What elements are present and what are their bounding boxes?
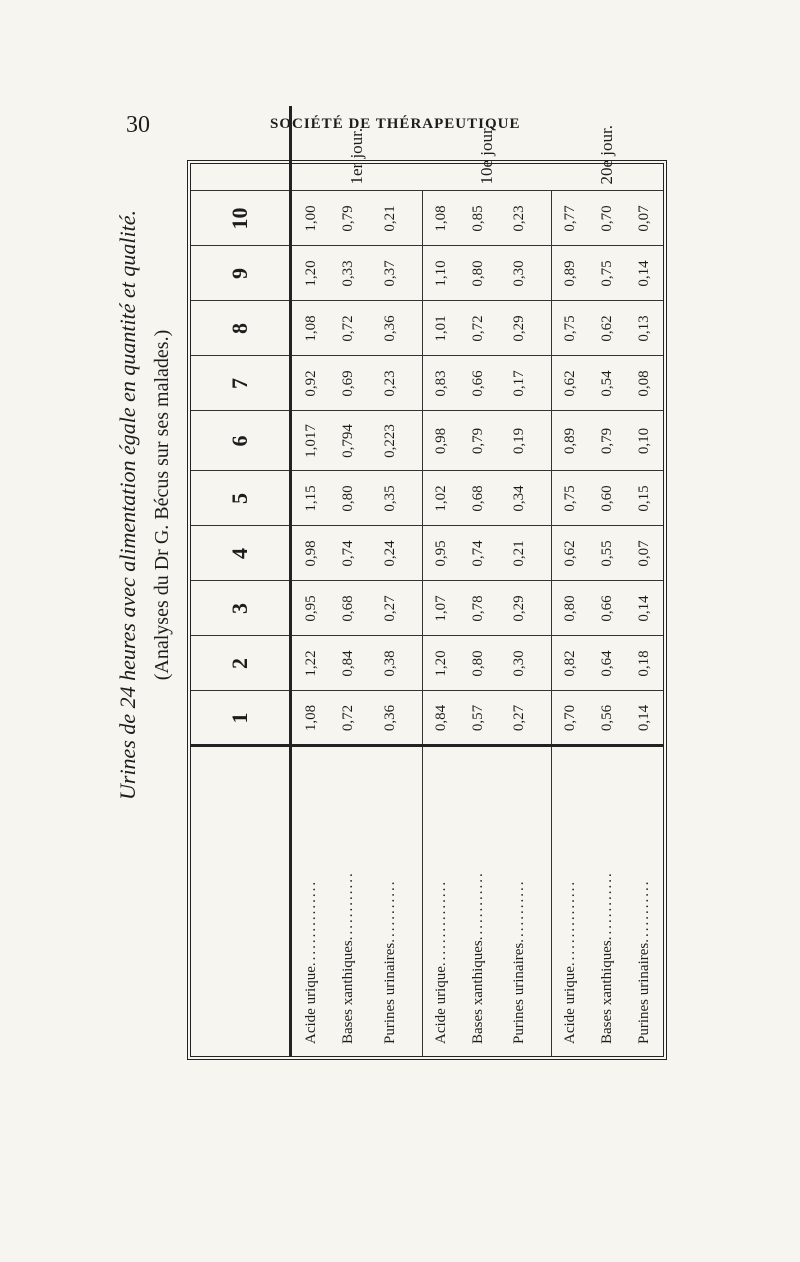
table-cell: 0,92 bbox=[291, 356, 331, 411]
table-cell: 0,30 bbox=[497, 246, 552, 301]
table-row bbox=[626, 106, 663, 1056]
table-row bbox=[367, 106, 422, 1056]
table-cell: 0,79 bbox=[460, 411, 497, 471]
table-cell: 0,80 bbox=[460, 246, 497, 301]
table-cell: 0,30 bbox=[497, 636, 552, 691]
table-cell: 0,38 bbox=[367, 636, 422, 691]
column-header: 5 bbox=[191, 471, 291, 526]
table-cell: 0,70 bbox=[552, 691, 590, 746]
table-cell: 0,78 bbox=[460, 581, 497, 636]
table-cell: 1,08 bbox=[291, 301, 331, 356]
table-cell: 0,35 bbox=[367, 471, 422, 526]
table-cell: 0,794 bbox=[330, 411, 367, 471]
data-table-frame bbox=[187, 125, 667, 1060]
table-cell: 0,82 bbox=[552, 636, 590, 691]
table-cell: 0,27 bbox=[497, 691, 552, 746]
table-body bbox=[291, 106, 664, 1056]
leader-dots: ........... bbox=[636, 879, 653, 943]
table-cell: 0,07 bbox=[626, 191, 663, 246]
title-line-1: Urines de 24 heures avec alimentation égale en quantité et qualité. bbox=[115, 210, 140, 800]
row-label bbox=[367, 746, 422, 1056]
table-cell: 1,15 bbox=[291, 471, 331, 526]
table-row bbox=[590, 106, 627, 1056]
table-cell: 0,74 bbox=[330, 526, 367, 581]
column-header: 7 bbox=[191, 356, 291, 411]
leader-dots: ............ bbox=[340, 871, 357, 941]
row-label bbox=[422, 746, 460, 1056]
table-cell: 0,55 bbox=[590, 526, 627, 581]
table-cell: 0,75 bbox=[552, 301, 590, 356]
leader-dots: ............ bbox=[469, 871, 486, 941]
leader-dots: ............... bbox=[562, 879, 579, 967]
table-cell: 0,69 bbox=[330, 356, 367, 411]
table-cell: 0,21 bbox=[497, 526, 552, 581]
table-cell: 1,08 bbox=[422, 191, 460, 246]
table-row bbox=[460, 106, 497, 1056]
table-cell: 0,18 bbox=[626, 636, 663, 691]
row-label-text: Acide urique bbox=[302, 966, 319, 1044]
table-cell: 1,20 bbox=[422, 636, 460, 691]
table-cell: 0,66 bbox=[590, 581, 627, 636]
table-row bbox=[497, 106, 552, 1056]
table-cell: 0,23 bbox=[497, 191, 552, 246]
table-cell: 0,56 bbox=[590, 691, 627, 746]
table-cell: 0,27 bbox=[367, 581, 422, 636]
table-cell: 0,64 bbox=[590, 636, 627, 691]
table-cell: 0,70 bbox=[590, 191, 627, 246]
column-header: 1 bbox=[191, 691, 291, 746]
leader-dots: ............... bbox=[432, 879, 449, 967]
column-header-row bbox=[191, 106, 291, 1056]
column-header: 8 bbox=[191, 301, 291, 356]
table-row bbox=[422, 106, 460, 1056]
row-label bbox=[552, 746, 590, 1056]
table-cell: 0,54 bbox=[590, 356, 627, 411]
table-cell: 0,17 bbox=[497, 356, 552, 411]
table-cell: 0,21 bbox=[367, 191, 422, 246]
row-label bbox=[626, 746, 663, 1056]
table-cell: 1,02 bbox=[422, 471, 460, 526]
table-cell: 0,29 bbox=[497, 581, 552, 636]
table-row bbox=[291, 106, 331, 1056]
row-label bbox=[497, 746, 552, 1056]
table-cell: 0,62 bbox=[552, 356, 590, 411]
table-cell: 0,19 bbox=[497, 411, 552, 471]
table-cell: 0,98 bbox=[291, 526, 331, 581]
table-cell: 0,79 bbox=[330, 191, 367, 246]
table-cell: 0,14 bbox=[626, 581, 663, 636]
table-cell: 1,20 bbox=[291, 246, 331, 301]
row-label-text: Purines urinaires bbox=[511, 942, 528, 1044]
table-cell: 1,08 bbox=[291, 691, 331, 746]
table-cell: 0,07 bbox=[626, 526, 663, 581]
running-title: SOCIÉTÉ DE THÉRAPEUTIQUE bbox=[270, 116, 521, 132]
column-header: 2 bbox=[191, 636, 291, 691]
table-row bbox=[552, 106, 590, 1056]
table-cell: 1,017 bbox=[291, 411, 331, 471]
table-cell: 0,74 bbox=[460, 526, 497, 581]
day-column-header bbox=[191, 106, 291, 191]
table-cell: 0,14 bbox=[626, 246, 663, 301]
table-cell: 0,223 bbox=[367, 411, 422, 471]
table-cell: 0,68 bbox=[460, 471, 497, 526]
row-label-text: Purines urinaires bbox=[381, 942, 398, 1044]
table-cell: 0,85 bbox=[460, 191, 497, 246]
day-label: 10e jour. bbox=[422, 106, 552, 191]
table-cell: 0,15 bbox=[626, 471, 663, 526]
table-cell: 0,72 bbox=[460, 301, 497, 356]
leader-dots: ............... bbox=[302, 879, 319, 967]
table-title bbox=[110, 105, 178, 905]
table-cell: 0,72 bbox=[330, 691, 367, 746]
table-cell: 0,84 bbox=[422, 691, 460, 746]
table-cell: 1,22 bbox=[291, 636, 331, 691]
table-cell: 0,80 bbox=[330, 471, 367, 526]
table-cell: 0,66 bbox=[460, 356, 497, 411]
table-cell: 0,23 bbox=[367, 356, 422, 411]
label-column-header bbox=[191, 746, 291, 1056]
table-cell: 0,75 bbox=[552, 471, 590, 526]
table-cell: 0,37 bbox=[367, 246, 422, 301]
row-label bbox=[330, 746, 367, 1056]
page-number: 30 bbox=[126, 112, 150, 138]
table-cell: 0,95 bbox=[422, 526, 460, 581]
leader-dots: ............ bbox=[599, 871, 616, 941]
table-cell: 0,10 bbox=[626, 411, 663, 471]
table-cell: 1,01 bbox=[422, 301, 460, 356]
table-cell: 0,83 bbox=[422, 356, 460, 411]
table-cell: 0,36 bbox=[367, 691, 422, 746]
row-label-text: Bases xanthiques bbox=[599, 940, 616, 1044]
table-cell: 0,29 bbox=[497, 301, 552, 356]
table-cell: 0,77 bbox=[552, 191, 590, 246]
table-cell: 0,57 bbox=[460, 691, 497, 746]
table-cell: 1,00 bbox=[291, 191, 331, 246]
table-cell: 0,33 bbox=[330, 246, 367, 301]
row-label bbox=[460, 746, 497, 1056]
leader-dots: ........... bbox=[381, 879, 398, 943]
table-cell: 0,68 bbox=[330, 581, 367, 636]
table-cell: 0,62 bbox=[590, 301, 627, 356]
table-row bbox=[330, 106, 367, 1056]
column-header: 3 bbox=[191, 581, 291, 636]
row-label-text: Acide urique bbox=[562, 966, 579, 1044]
table-cell: 0,24 bbox=[367, 526, 422, 581]
table-cell: 1,07 bbox=[422, 581, 460, 636]
table-cell: 0,36 bbox=[367, 301, 422, 356]
table-cell: 0,80 bbox=[552, 581, 590, 636]
title-line-2: (Analyses du Dr G. Bécus sur ses malades.) bbox=[151, 329, 173, 681]
column-header: 4 bbox=[191, 526, 291, 581]
column-header: 6 bbox=[191, 411, 291, 471]
table-cell: 0,79 bbox=[590, 411, 627, 471]
row-label-text: Acide urique bbox=[432, 966, 449, 1044]
row-label-text: Bases xanthiques bbox=[469, 940, 486, 1044]
row-label-text: Purines urinaires bbox=[636, 942, 653, 1044]
column-header: 9 bbox=[191, 246, 291, 301]
day-label: 1er jour. bbox=[291, 106, 423, 191]
day-label: 20e jour. bbox=[552, 106, 663, 191]
table-cell: 1,10 bbox=[422, 246, 460, 301]
table-cell: 0,98 bbox=[422, 411, 460, 471]
table-cell: 0,84 bbox=[330, 636, 367, 691]
table-cell: 0,62 bbox=[552, 526, 590, 581]
table-cell: 0,08 bbox=[626, 356, 663, 411]
row-label bbox=[291, 746, 331, 1056]
table-cell: 0,60 bbox=[590, 471, 627, 526]
table-cell: 0,14 bbox=[626, 691, 663, 746]
table-cell: 0,89 bbox=[552, 246, 590, 301]
urine-analysis-table bbox=[191, 106, 663, 1056]
table-cell: 0,95 bbox=[291, 581, 331, 636]
column-header: 10 bbox=[191, 191, 291, 246]
table-cell: 0,89 bbox=[552, 411, 590, 471]
table-cell: 0,80 bbox=[460, 636, 497, 691]
table-cell: 0,72 bbox=[330, 301, 367, 356]
row-label-text: Bases xanthiques bbox=[340, 940, 357, 1044]
table-cell: 0,34 bbox=[497, 471, 552, 526]
table-cell: 0,75 bbox=[590, 246, 627, 301]
leader-dots: ........... bbox=[511, 879, 528, 943]
row-label bbox=[590, 746, 627, 1056]
table-cell: 0,13 bbox=[626, 301, 663, 356]
